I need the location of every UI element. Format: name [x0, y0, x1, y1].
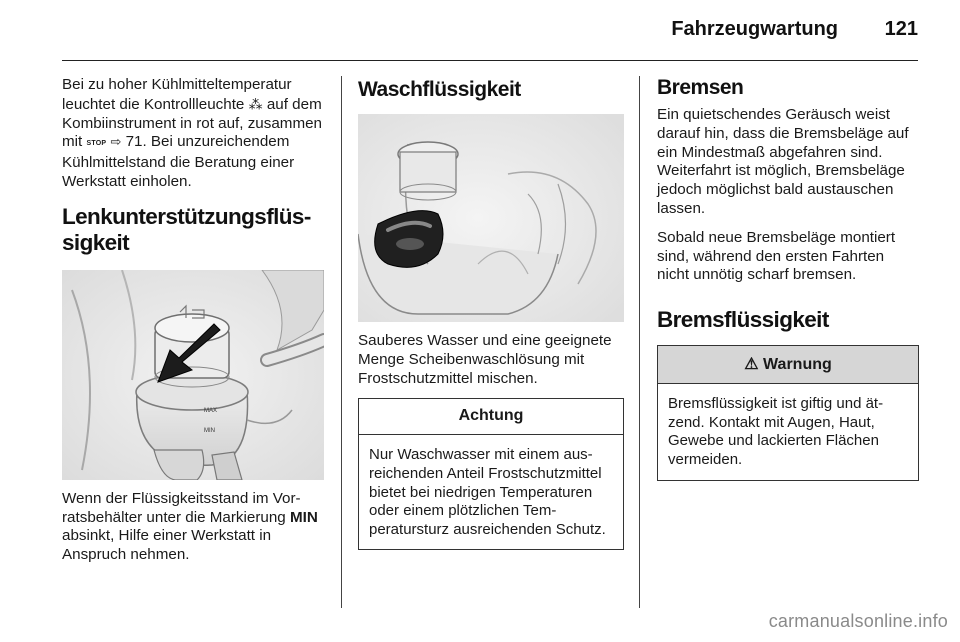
coolant-temperature-icon: ⁂ [248, 95, 263, 112]
column-divider-2 [639, 76, 640, 608]
min-mark-text: MIN [289, 508, 318, 526]
steering-fluid-heading: Lenkunterstützungsflüssigkeit [62, 203, 312, 255]
column-middle [358, 76, 624, 550]
steering-fluid-reservoir-figure [62, 270, 324, 480]
coolant-paragraph: Bei zu hoher Kühlmitteltemperatur leuchtet die Kontrollleuchte ⁂ auf dem Kombiinstrument in rot auf, zusammen mit STOP ⇨ 71. Bei unzureichendem Kühlmittelstand die Beratung einer Werkstatt einholen. [62, 76, 322, 190]
caution-title: Achtung [359, 399, 623, 435]
brakes-paragraph-1: Ein quietschendes Geräusch weist darauf hin, dass die Bremsbeläge auf ein Mindestmaß abgefahren sind. Weiterfahrt ist möglich, Bremsbeläge jedoch möglichst bald austauschen lassen. [657, 106, 909, 217]
watermark: carmanualsonline.info [768, 611, 948, 631]
washer-fluid-reservoir-figure [358, 114, 624, 322]
warning-title-bar [658, 346, 918, 384]
min-mark-label: MIN [204, 427, 215, 434]
washer-mix-paragraph: Sauberes Wasser und eine geeignete Menge Scheibenwaschlösung mit Frostschutzmittel mischen. [358, 332, 612, 387]
brakes-paragraph-2: Sobald neue Bremsbeläge montiert sind, während den ersten Fahrten nicht unnötig scharf bremsen. [657, 228, 896, 284]
warning-title: Warnung [763, 356, 832, 374]
stop-icon: STOP [86, 140, 107, 148]
page-reference-arrow-icon: ⇨ [110, 134, 122, 150]
page-number: 121 [884, 18, 918, 40]
washer-fluid-heading: Waschflüssigkeit [358, 78, 521, 101]
brakes-heading: Bremsen [657, 76, 744, 99]
header-rule [62, 60, 918, 61]
column-right [657, 76, 919, 481]
caution-text: Nur Waschwasser mit einem ausreichenden Anteil Frostschutzmittel bietet bei niedrigen Temperaturen oder einem plötzlichen Temperatursturz ausreichenden Schutz. [369, 446, 606, 538]
column-divider-1 [341, 76, 342, 608]
warning-text: Bremsflüssigkeit ist giftig und ätzend. Kontakt mit Augen, Haut, Gewebe und lackierten Flächen vermeiden. [668, 395, 884, 468]
min-level-paragraph: Wenn der Flüssigkeitsstand im Vorratsbehälter unter die Markierung MIN absinkt, Hilfe einer Werkstatt in Anspruch nehmen. [62, 489, 318, 564]
header-title: Fahrzeugwartung [671, 18, 838, 40]
caution-box [358, 398, 624, 550]
column-left [62, 76, 324, 575]
brake-fluid-heading: Bremsflüssigkeit [657, 307, 829, 333]
max-mark-label: MAX [204, 407, 218, 414]
warning-triangle-icon: ⚠ [744, 356, 759, 374]
warning-box [657, 345, 919, 480]
